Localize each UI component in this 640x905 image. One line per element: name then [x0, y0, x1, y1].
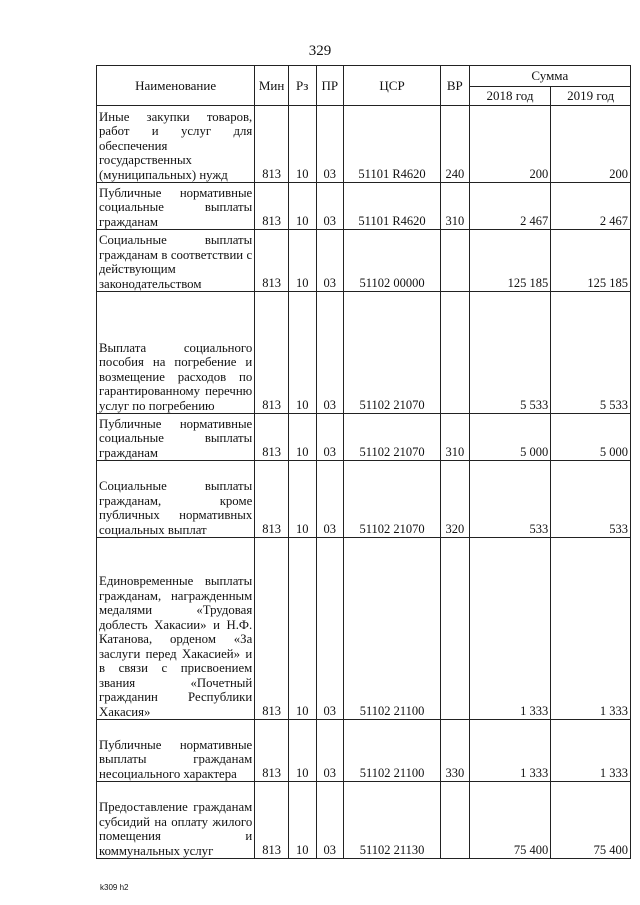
table-cell-csr: 51102 21130: [344, 782, 441, 859]
table-cell-vr: 240: [441, 106, 470, 183]
table-cell-2019: 1 333: [551, 720, 631, 782]
table-cell-2019: 200: [551, 106, 631, 183]
table-cell-pr: 03: [316, 538, 344, 720]
header-min: Мин: [255, 66, 289, 106]
table-row: [97, 183, 631, 230]
header-2018: 2018 год: [469, 87, 551, 106]
table-cell-min: 813: [255, 106, 289, 183]
table-cell-2019: 2 467: [551, 183, 631, 230]
footer-code: k309 h2: [100, 883, 129, 892]
table-cell-min: 813: [255, 461, 289, 538]
table-cell-pr: 03: [316, 230, 344, 292]
budget-table: [96, 65, 631, 859]
table-cell-pr: 03: [316, 183, 344, 230]
table-cell-name: Предоставление гражданам субсидий на оплату жилого помещения и коммунальных услуг: [97, 782, 255, 859]
table-cell-2018: 533: [469, 461, 551, 538]
table-cell-min: 813: [255, 183, 289, 230]
table-cell-vr: 330: [441, 720, 470, 782]
table-cell-2018: 1 333: [469, 720, 551, 782]
table-cell-2018: 125 185: [469, 230, 551, 292]
table-body: [97, 106, 631, 859]
table-cell-pr: 03: [316, 461, 344, 538]
table-cell-2019: 75 400: [551, 782, 631, 859]
table-cell-csr: 51102 21070: [344, 461, 441, 538]
header-rz: Рз: [288, 66, 316, 106]
table-row: [97, 414, 631, 461]
table-cell-rz: 10: [288, 414, 316, 461]
table-cell-csr: 51102 21100: [344, 720, 441, 782]
table-cell-2019: 5 000: [551, 414, 631, 461]
table-cell-vr: 320: [441, 461, 470, 538]
table-cell-vr: [441, 292, 470, 414]
table-cell-2018: 2 467: [469, 183, 551, 230]
table-cell-name: Публичные нормативные выплаты гражданам несоциального характера: [97, 720, 255, 782]
table-cell-csr: 51102 00000: [344, 230, 441, 292]
table-cell-rz: 10: [288, 230, 316, 292]
table-cell-vr: 310: [441, 414, 470, 461]
header-sum: Сумма: [469, 66, 630, 87]
table-cell-2018: 5 533: [469, 292, 551, 414]
table-cell-csr: 51101 R4620: [344, 106, 441, 183]
table-cell-2018: 200: [469, 106, 551, 183]
table-cell-rz: 10: [288, 106, 316, 183]
table-cell-csr: 51102 21100: [344, 538, 441, 720]
table-cell-vr: 310: [441, 183, 470, 230]
table-cell-min: 813: [255, 720, 289, 782]
header-row: [97, 66, 631, 87]
table-cell-csr: 51102 21070: [344, 292, 441, 414]
table-cell-csr: 51101 R4620: [344, 183, 441, 230]
table-cell-pr: 03: [316, 782, 344, 859]
table-cell-2019: 533: [551, 461, 631, 538]
table-row: [97, 292, 631, 414]
table-cell-pr: 03: [316, 106, 344, 183]
header-pr: ПР: [316, 66, 344, 106]
table-cell-min: 813: [255, 230, 289, 292]
page-number: 329: [308, 43, 332, 59]
table-cell-2019: 1 333: [551, 538, 631, 720]
table-cell-vr: [441, 782, 470, 859]
table-cell-min: 813: [255, 538, 289, 720]
table-cell-rz: 10: [288, 720, 316, 782]
table-cell-2018: 75 400: [469, 782, 551, 859]
table-cell-name: Единовременные выплаты гражданам, награжденным медалями «Трудовая доблесть Хакасии» и Н.Ф. Катанова, орденом «За заслуги перед Хакасией» и в связи с присвоением звания «Почетный гражданин Республики Хакасия»: [97, 538, 255, 720]
table-cell-rz: 10: [288, 538, 316, 720]
header-2019: 2019 год: [551, 87, 631, 106]
table-cell-2018: 1 333: [469, 538, 551, 720]
table-cell-name: Выплата социального пособия на погребение и возмещение расходов по гарантированному перечню услуг по погребению: [97, 292, 255, 414]
table-cell-rz: 10: [288, 782, 316, 859]
table-cell-rz: 10: [288, 183, 316, 230]
table-row: [97, 720, 631, 782]
table-cell-name: Иные закупки товаров, работ и услуг для обеспечения государственных (муниципальных) нужд: [97, 106, 255, 183]
table-row: [97, 106, 631, 183]
table-cell-2018: 5 000: [469, 414, 551, 461]
table-cell-rz: 10: [288, 461, 316, 538]
table-cell-vr: [441, 230, 470, 292]
table-cell-pr: 03: [316, 720, 344, 782]
table-cell-name: Социальные выплаты гражданам, кроме публичных нормативных социальных выплат: [97, 461, 255, 538]
header-name: Наименование: [97, 66, 255, 106]
table-cell-pr: 03: [316, 414, 344, 461]
table-row: [97, 538, 631, 720]
table-cell-name: Публичные нормативные социальные выплаты гражданам: [97, 414, 255, 461]
table-cell-rz: 10: [288, 292, 316, 414]
table-cell-min: 813: [255, 782, 289, 859]
table-cell-name: Публичные нормативные социальные выплаты гражданам: [97, 183, 255, 230]
table-row: [97, 782, 631, 859]
table-cell-min: 813: [255, 292, 289, 414]
table-row: [97, 461, 631, 538]
table-cell-name: Социальные выплаты гражданам в соответствии с действующим законодательством: [97, 230, 255, 292]
table-cell-min: 813: [255, 414, 289, 461]
table-cell-2019: 5 533: [551, 292, 631, 414]
table-cell-2019: 125 185: [551, 230, 631, 292]
header-csr: ЦСР: [344, 66, 441, 106]
table-cell-pr: 03: [316, 292, 344, 414]
header-vr: ВР: [441, 66, 470, 106]
table-row: [97, 230, 631, 292]
table-cell-vr: [441, 538, 470, 720]
table-cell-csr: 51102 21070: [344, 414, 441, 461]
